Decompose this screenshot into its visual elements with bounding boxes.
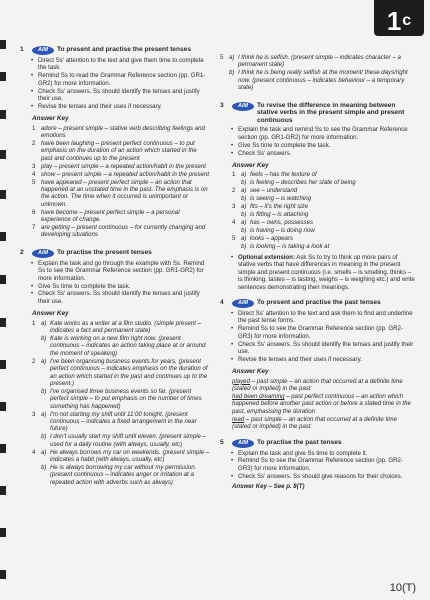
section-2-heading	[20, 249, 210, 258]
unit-number: 1	[386, 6, 402, 36]
answer-text	[232, 416, 416, 431]
section-title: To practise the present tenses	[57, 248, 152, 256]
answer-text: see – understand	[250, 187, 298, 195]
optional-extension	[238, 254, 416, 291]
answer-number: 3	[232, 202, 236, 210]
answer-text: is looking – is taking a look at	[250, 242, 330, 250]
answer-text: show – present simple – a repeated action/habit in the present	[41, 170, 210, 178]
answer-explanation: – past perfect continuous – an action which happened before another past action or before a stated time in the past, emphasising the duration	[232, 393, 411, 415]
answer-letter: a)	[241, 187, 247, 195]
right-column	[220, 54, 416, 491]
answer-text: have been laughing – present perfect continuous – to put emphasis on the duration of an action which started in the past and continues up to the present	[41, 140, 197, 162]
answer-number	[232, 195, 241, 202]
aim-badge: AIM	[32, 249, 54, 258]
thumb-mark	[0, 72, 6, 81]
answer-text: is having – is doing now	[250, 226, 315, 234]
answer-letter: a)	[241, 218, 247, 226]
answer-text: I've been organising business events for years. (present perfect continuous – indicates emphasis on the duration of an action which started in the past and continues up to the present.)	[50, 357, 208, 387]
answer-text: have appeared – present perfect simple – an action that happened at an unstated time in the past. The emphasis is on the action. The time when it occurred is unimportant or unknown.	[41, 178, 208, 208]
section-number: 2	[20, 248, 24, 256]
underlined-verb: had been dreaming	[232, 393, 285, 400]
instruction-item: • Give Ss time to complete the task.	[38, 283, 210, 290]
answer-row	[232, 195, 416, 202]
thumb-mark	[0, 110, 6, 119]
answer-letter: b)	[241, 210, 247, 218]
answer-number	[232, 211, 241, 218]
answer-key-title: Answer Key	[232, 368, 269, 376]
section-number: 5	[220, 438, 224, 446]
answer-key	[232, 378, 416, 431]
aim-badge: AIM	[232, 299, 254, 308]
answer-number: 4	[32, 170, 36, 178]
answer-row	[32, 358, 210, 388]
instruction-item: • Revise the tenses and their uses if necessary.	[38, 103, 210, 110]
section-title: To revise the difference in meaning between stative verbs in the present simple and present continuous	[257, 101, 405, 124]
thumb-mark	[0, 190, 6, 199]
answer-text: fits – it's the right size	[250, 202, 309, 210]
thumb-mark	[0, 150, 6, 159]
aim-badge: AIM	[32, 46, 54, 55]
answer-number: 4	[32, 448, 36, 456]
answer-letter: a)	[241, 171, 247, 179]
answer-text: He is always borrowing my car without my permission. (present continuous – indicates anger or irritation at a repeated action with adverbs such as always)	[50, 463, 197, 486]
answer-row	[32, 140, 210, 162]
answer-text: have become – present perfect simple – a personal experience of change.	[41, 208, 180, 224]
answer-letter: a)	[41, 357, 47, 365]
instruction-item: • Explain the task and give Ss time to complete it.	[238, 450, 416, 457]
answer-text: play – present simple – a repeated action/habit in the present	[41, 162, 206, 170]
instruction-item: • Check Ss' answers. Ss should identify the tenses and justify their use.	[38, 290, 210, 305]
section-3-heading	[220, 102, 416, 125]
answer-text: is feeling – describes her state of being	[250, 179, 356, 187]
answer-key	[32, 320, 210, 486]
answer-number: 7	[32, 224, 36, 232]
answer-number	[32, 335, 41, 357]
unit-tab	[374, 0, 424, 36]
answer-number	[32, 433, 41, 448]
section-title: To practise the past tenses	[257, 438, 342, 446]
answer-row	[232, 179, 416, 186]
section-title: To present and practise the past tenses	[257, 298, 381, 306]
instruction-item: • Explain the task and remind Ss to see the Grammar Reference section (pp. GR1-GR2) for more information.	[238, 126, 416, 141]
instruction-list	[220, 310, 416, 363]
thumb-mark	[0, 528, 6, 537]
answer-letter: a)	[241, 202, 247, 210]
answer-letter: a)	[41, 319, 47, 327]
answer-explanation: – past simple – an action that occurred at a definite time (stated or implied) in the past	[232, 415, 397, 431]
answer-text	[232, 393, 416, 415]
answer-row	[32, 464, 210, 486]
thumb-mark	[0, 402, 6, 411]
answer-letter: a)	[41, 448, 47, 456]
answer-row	[32, 335, 210, 357]
answer-letter: b)	[241, 195, 247, 203]
answer-number: 3	[32, 162, 36, 170]
answer-number	[32, 464, 41, 486]
answer-row	[232, 416, 416, 431]
answer-number: 4	[232, 218, 236, 226]
extension-text: Ask Ss to try to think up more pairs of stative verbs that have differences in meaning in the present simple and present continuous (i.e. smells – is smelling, thinks – is thinking, tastes – is tasting, weighs – is weighing etc.) and write sentences demonstrating their meanings.	[238, 253, 415, 291]
thumb-mark	[0, 444, 6, 453]
answer-row	[32, 125, 210, 140]
answer-row	[232, 203, 416, 210]
extension-list	[220, 254, 416, 291]
section-number: 1	[20, 46, 24, 53]
answer-row	[32, 433, 210, 448]
instruction-item: • Direct Ss' attention to the text and give them time to complete the task.	[38, 57, 210, 72]
answer-number: 1	[232, 171, 236, 179]
instruction-item: • Give Ss time to complete the task.	[238, 142, 416, 149]
answer-row	[32, 179, 210, 209]
section-number: 4	[220, 298, 224, 306]
aim-badge: AIM	[232, 439, 254, 448]
section-number: 3	[220, 101, 224, 109]
instruction-item: • Remind Ss to read the Grammar Reference section (pp. GR1-GR2) for more information.	[38, 72, 210, 87]
answer-text: Kate works as a writer at a film studio. (simple present – indicates a fact and permanent state)	[50, 319, 202, 335]
unit-letter: c	[402, 12, 412, 29]
thumb-mark	[0, 360, 6, 369]
instruction-item: • Check Ss' answers. Ss should identify the tenses and justify their use.	[238, 341, 416, 356]
answer-text: looks – appears	[250, 234, 294, 242]
answer-row	[232, 378, 416, 393]
section-1-heading	[20, 46, 210, 55]
answer-number: 5	[220, 54, 224, 61]
answer-row	[232, 187, 416, 194]
answer-number: 1	[32, 319, 36, 327]
instruction-item: • Check Ss' answers.	[238, 150, 416, 157]
answer-text: has – owns, possesses	[250, 218, 314, 226]
answer-letter: b)	[41, 433, 47, 441]
answer-text: He always borrows my car on weekends. (present simple – indicates a habit (with always, usually, etc)	[50, 448, 210, 463]
answer-letter: b)	[41, 335, 47, 342]
answer-number: 1	[32, 124, 36, 132]
answer-row	[220, 69, 416, 91]
instruction-item: • Explain the task and go through the example with Ss. Remind Ss to see the Grammar Reference section (pp. GR1-GR2) for more information.	[38, 260, 210, 282]
answer-text: I don't usually start my shift until eleven. (present simple – used for a daily routine (with always, usually, etc)	[50, 433, 206, 448]
answer-text: I think he is selfish. (present simple – indicates character – a permanent state)	[238, 54, 401, 69]
answer-number	[220, 69, 229, 91]
answer-row	[232, 171, 416, 178]
answer-number	[232, 179, 241, 186]
margin-thumb-marks	[0, 0, 8, 600]
answer-row	[232, 227, 416, 234]
thumb-mark	[0, 318, 6, 327]
answer-number: 5	[32, 178, 36, 186]
answer-row	[232, 243, 416, 250]
answer-row	[32, 449, 210, 464]
instruction-item: • Check Ss' answers. Ss should identify the tenses and justify their use.	[38, 88, 210, 103]
underlined-verb: played	[232, 377, 250, 385]
answer-row	[232, 211, 416, 218]
instruction-item: • Remind Ss to see the Grammar Reference section (pp. GR2-GR3) for more information.	[238, 457, 416, 472]
answer-key	[232, 171, 416, 250]
answer-explanation: – past simple – an action that occurred at a definite time (stated or implied) in the past	[232, 377, 403, 393]
thumb-mark	[0, 40, 6, 49]
instruction-item: • Remind Ss to see the Grammar Reference section (pp. GR2-GR3) for more information.	[238, 325, 416, 340]
thumb-mark	[0, 232, 6, 241]
answer-key	[32, 125, 210, 239]
answer-letter: b)	[241, 179, 247, 187]
answer-row	[232, 235, 416, 242]
answer-letter: b)	[41, 387, 47, 395]
instruction-item: • Check Ss' answers. Ss should give reasons for their choices.	[238, 473, 416, 480]
instruction-list	[20, 57, 210, 110]
answer-letter: b)	[241, 242, 247, 250]
answer-row	[32, 224, 210, 239]
answer-number	[32, 388, 41, 410]
answer-text: I've organised three business events so far. (present perfect simple – to put emphasis on the number of times something has happened)	[50, 387, 202, 410]
answer-row	[32, 411, 210, 433]
section-5-heading	[220, 439, 416, 448]
extension-label: Optional extension:	[238, 253, 295, 261]
instruction-item: • Revise the tenses and their uses if necessary.	[238, 356, 416, 363]
answer-text: I'm not starting my shift until 11:00 tonight. (present continuous – indicates a fixed arrangement in the near future)	[50, 410, 197, 433]
thumb-mark	[0, 570, 6, 579]
answer-number: 2	[32, 140, 36, 148]
instruction-item: • Direct Ss' attention to the text and ask them to find and underline the past tense forms.	[238, 310, 416, 325]
instruction-list	[220, 126, 416, 157]
answer-row	[232, 393, 416, 415]
answer-number: 3	[32, 410, 36, 418]
answer-number: 6	[32, 208, 36, 216]
left-column	[20, 40, 210, 487]
answer-key-continued	[220, 54, 416, 92]
page-number: 10(T)	[389, 582, 416, 594]
instruction-list	[20, 260, 210, 305]
answer-row	[32, 163, 210, 170]
instruction-list	[220, 450, 416, 481]
underlined-verb: read	[232, 415, 245, 423]
answer-row	[232, 219, 416, 226]
answer-letter: b)	[241, 226, 247, 234]
answer-text: is fitting – is attaching	[250, 210, 309, 218]
answer-letter: b)	[41, 463, 47, 471]
answer-text	[232, 378, 416, 393]
answer-number: 2	[32, 357, 36, 365]
answer-text: are getting – present continuous – for currently changing and developing situations	[41, 224, 206, 239]
answer-text: I think he is being really selfish at the moment/ these days/right now. (present continuous – indicates behaviour – a temporary state)	[238, 69, 408, 92]
answer-row	[32, 171, 210, 178]
answer-key-reference: Answer Key – See p. 8(T)	[232, 483, 305, 491]
thumb-mark	[0, 486, 6, 495]
aim-badge: AIM	[232, 102, 254, 111]
answer-text: feels – has the texture of	[250, 171, 317, 179]
answer-letter: a)	[241, 234, 247, 242]
answer-number: 5	[232, 234, 236, 242]
answer-letter: a)	[41, 410, 47, 418]
answer-key-title: Answer Key	[32, 310, 69, 318]
answer-number	[232, 227, 241, 234]
answer-row	[220, 54, 416, 69]
answer-row	[32, 209, 210, 224]
answer-text: is seeing – is watching	[250, 195, 311, 203]
section-title: To present and practise the present tenses	[57, 46, 191, 53]
answer-letter: b)	[229, 69, 235, 77]
answer-text: adore – present simple – stative verb describing feelings and emotions	[41, 124, 205, 140]
answer-row	[32, 388, 210, 410]
answer-key-title: Answer Key	[232, 161, 269, 169]
section-4-heading	[220, 299, 416, 308]
answer-letter: a)	[229, 54, 235, 61]
answer-number: 2	[232, 187, 236, 195]
answer-row	[32, 320, 210, 335]
answer-number	[232, 243, 241, 250]
answer-text: Kate is working on a new film right now. (present continuous – indicates an action taking place at or around the moment of speaking)	[50, 335, 206, 357]
thumb-mark	[0, 275, 6, 284]
answer-key-title: Answer Key	[32, 115, 69, 123]
